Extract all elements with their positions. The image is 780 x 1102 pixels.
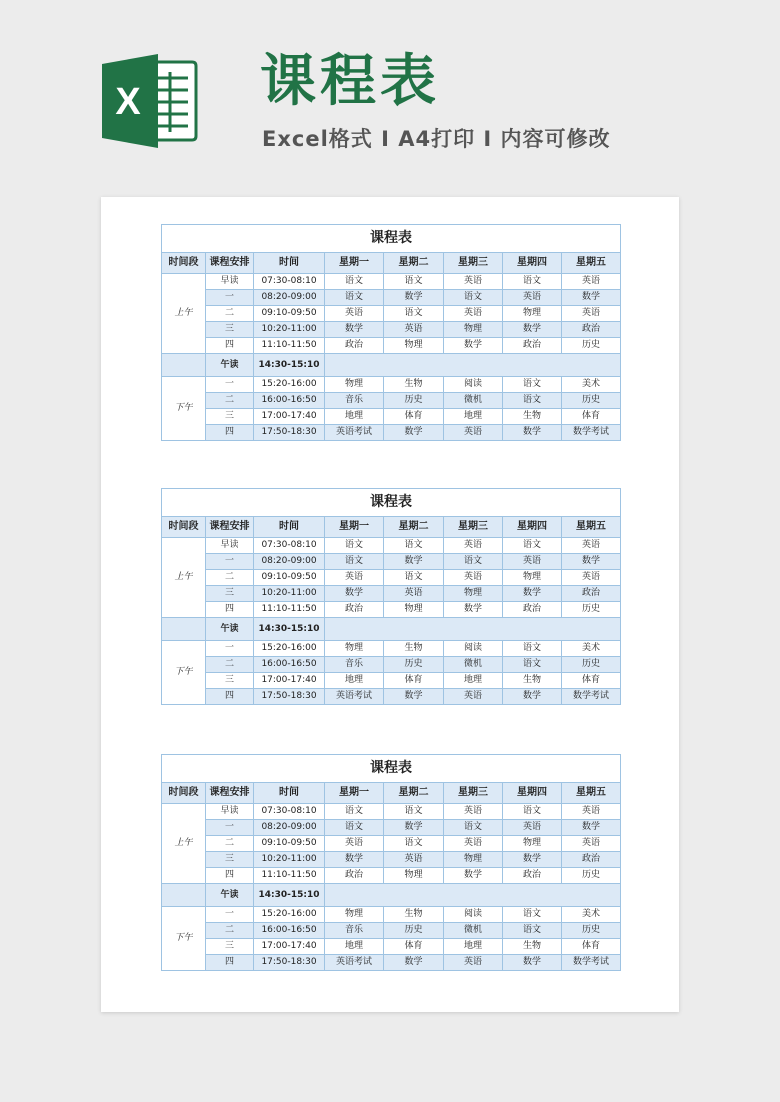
course-cell: 语文 xyxy=(503,804,562,820)
time-cell: 17:00-17:40 xyxy=(254,939,325,955)
table-row xyxy=(162,409,621,425)
course-cell: 生物 xyxy=(384,907,444,923)
slot-cell: 一 xyxy=(206,820,254,836)
course-cell: 英语 xyxy=(562,306,621,322)
timetable-2 xyxy=(161,488,621,705)
slot-cell: 早读 xyxy=(206,274,254,290)
slot-cell: 二 xyxy=(206,393,254,409)
period-label-afternoon: 下午 xyxy=(162,377,206,441)
slot-cell: 四 xyxy=(206,602,254,618)
course-cell: 物理 xyxy=(444,852,503,868)
course-cell: 政治 xyxy=(503,868,562,884)
column-header: 星期三 xyxy=(444,783,503,804)
course-cell: 语文 xyxy=(503,538,562,554)
time-cell: 08:20-09:00 xyxy=(254,820,325,836)
course-cell: 英语 xyxy=(444,836,503,852)
table-row xyxy=(162,907,621,923)
course-cell: 地理 xyxy=(444,673,503,689)
period-label-afternoon: 下午 xyxy=(162,907,206,971)
time-cell: 16:00-16:50 xyxy=(254,657,325,673)
course-cell: 语文 xyxy=(444,290,503,306)
course-cell: 历史 xyxy=(384,393,444,409)
column-header: 时间段 xyxy=(162,783,206,804)
time-cell: 11:10-11:50 xyxy=(254,602,325,618)
course-cell: 物理 xyxy=(503,570,562,586)
slot-cell: 一 xyxy=(206,907,254,923)
course-cell: 音乐 xyxy=(325,657,384,673)
course-cell: 生物 xyxy=(503,409,562,425)
course-cell: 历史 xyxy=(384,657,444,673)
time-cell: 09:10-09:50 xyxy=(254,836,325,852)
slot-cell: 二 xyxy=(206,306,254,322)
column-header: 星期一 xyxy=(325,253,384,274)
table-row xyxy=(162,868,621,884)
slot-cell: 四 xyxy=(206,425,254,441)
course-cell: 微机 xyxy=(444,657,503,673)
table-row xyxy=(162,641,621,657)
column-header: 星期五 xyxy=(562,253,621,274)
course-cell: 语文 xyxy=(503,274,562,290)
course-cell: 数学考试 xyxy=(562,425,621,441)
course-cell: 生物 xyxy=(503,673,562,689)
table-row xyxy=(162,570,621,586)
timetable-3 xyxy=(161,754,621,971)
column-header: 课程安排 xyxy=(206,517,254,538)
course-cell: 英语 xyxy=(325,836,384,852)
course-cell: 数学 xyxy=(384,290,444,306)
column-header: 星期四 xyxy=(503,517,562,538)
header-row xyxy=(162,517,621,538)
time-cell: 10:20-11:00 xyxy=(254,322,325,338)
timetable-title: 课程表 xyxy=(162,755,621,783)
table-row xyxy=(162,836,621,852)
course-cell: 数学 xyxy=(444,868,503,884)
time-cell: 16:00-16:50 xyxy=(254,923,325,939)
course-cell: 数学 xyxy=(444,602,503,618)
slot-cell: 三 xyxy=(206,409,254,425)
column-header: 星期二 xyxy=(384,783,444,804)
table-row xyxy=(162,377,621,393)
table-row xyxy=(162,290,621,306)
course-cell: 数学 xyxy=(503,425,562,441)
slot-cell: 一 xyxy=(206,641,254,657)
table-row xyxy=(162,322,621,338)
timetable-title: 课程表 xyxy=(162,489,621,517)
course-cell: 语文 xyxy=(444,820,503,836)
course-cell: 政治 xyxy=(503,338,562,354)
course-cell: 历史 xyxy=(384,923,444,939)
course-cell: 英语 xyxy=(444,955,503,971)
noon-slot: 午读 xyxy=(206,884,254,907)
course-cell: 历史 xyxy=(562,602,621,618)
noon-row xyxy=(162,354,621,377)
table-row xyxy=(162,804,621,820)
column-header: 时间段 xyxy=(162,517,206,538)
course-cell: 物理 xyxy=(503,306,562,322)
course-cell: 英语 xyxy=(444,570,503,586)
course-cell: 数学 xyxy=(384,955,444,971)
course-cell: 体育 xyxy=(562,939,621,955)
course-cell: 语文 xyxy=(503,907,562,923)
time-cell: 17:00-17:40 xyxy=(254,673,325,689)
course-cell: 数学 xyxy=(384,425,444,441)
course-cell: 英语 xyxy=(444,538,503,554)
noon-slot: 午读 xyxy=(206,618,254,641)
course-cell: 历史 xyxy=(562,657,621,673)
course-cell: 数学 xyxy=(562,290,621,306)
slot-cell: 早读 xyxy=(206,804,254,820)
course-cell: 英语 xyxy=(503,554,562,570)
course-cell: 生物 xyxy=(503,939,562,955)
noon-empty xyxy=(325,354,621,377)
noon-empty xyxy=(325,618,621,641)
course-cell: 微机 xyxy=(444,923,503,939)
slot-cell: 二 xyxy=(206,923,254,939)
course-cell: 历史 xyxy=(562,923,621,939)
column-header: 星期五 xyxy=(562,783,621,804)
course-cell: 语文 xyxy=(325,538,384,554)
noon-blank xyxy=(162,354,206,377)
column-header: 星期二 xyxy=(384,517,444,538)
noon-slot: 午读 xyxy=(206,354,254,377)
column-header: 星期一 xyxy=(325,517,384,538)
slot-cell: 二 xyxy=(206,570,254,586)
course-cell: 英语 xyxy=(444,804,503,820)
time-cell: 09:10-09:50 xyxy=(254,570,325,586)
time-cell: 11:10-11:50 xyxy=(254,338,325,354)
course-cell: 语文 xyxy=(384,306,444,322)
timetable-title: 课程表 xyxy=(162,225,621,253)
course-cell: 历史 xyxy=(562,868,621,884)
slot-cell: 一 xyxy=(206,290,254,306)
course-cell: 英语 xyxy=(444,306,503,322)
course-cell: 英语考试 xyxy=(325,689,384,705)
course-cell: 数学 xyxy=(384,820,444,836)
slot-cell: 四 xyxy=(206,868,254,884)
course-cell: 语文 xyxy=(384,274,444,290)
slot-cell: 一 xyxy=(206,377,254,393)
table-row xyxy=(162,425,621,441)
course-cell: 英语 xyxy=(503,820,562,836)
table-row xyxy=(162,338,621,354)
period-label-morning: 上午 xyxy=(162,274,206,354)
course-cell: 数学 xyxy=(503,689,562,705)
course-cell: 体育 xyxy=(562,409,621,425)
course-cell: 语文 xyxy=(325,290,384,306)
course-cell: 物理 xyxy=(384,602,444,618)
noon-empty xyxy=(325,884,621,907)
course-cell: 英语 xyxy=(444,425,503,441)
time-cell: 17:00-17:40 xyxy=(254,409,325,425)
table-row xyxy=(162,586,621,602)
course-cell: 英语 xyxy=(384,322,444,338)
header-row xyxy=(162,783,621,804)
time-cell: 07:30-08:10 xyxy=(254,804,325,820)
course-cell: 语文 xyxy=(325,820,384,836)
course-cell: 物理 xyxy=(384,338,444,354)
table-row xyxy=(162,274,621,290)
table-row xyxy=(162,538,621,554)
course-cell: 语文 xyxy=(384,538,444,554)
slot-cell: 三 xyxy=(206,939,254,955)
page-title: 课程表 xyxy=(260,49,440,114)
table-row xyxy=(162,820,621,836)
course-cell: 美术 xyxy=(562,641,621,657)
course-cell: 历史 xyxy=(562,338,621,354)
course-cell: 英语 xyxy=(562,274,621,290)
slot-cell: 早读 xyxy=(206,538,254,554)
column-header: 时间 xyxy=(254,253,325,274)
excel-logo-icon xyxy=(100,52,200,150)
noon-row xyxy=(162,618,621,641)
column-header: 星期二 xyxy=(384,253,444,274)
course-cell: 英语 xyxy=(444,274,503,290)
column-header: 星期三 xyxy=(444,253,503,274)
course-cell: 地理 xyxy=(325,673,384,689)
slot-cell: 三 xyxy=(206,852,254,868)
course-cell: 物理 xyxy=(503,836,562,852)
course-cell: 英语 xyxy=(562,570,621,586)
course-cell: 英语 xyxy=(384,586,444,602)
time-cell: 16:00-16:50 xyxy=(254,393,325,409)
course-cell: 语文 xyxy=(325,274,384,290)
time-cell: 08:20-09:00 xyxy=(254,290,325,306)
course-cell: 数学 xyxy=(325,852,384,868)
course-cell: 物理 xyxy=(325,907,384,923)
course-cell: 英语 xyxy=(325,570,384,586)
slot-cell: 四 xyxy=(206,955,254,971)
course-cell: 美术 xyxy=(562,377,621,393)
column-header: 星期五 xyxy=(562,517,621,538)
course-cell: 语文 xyxy=(444,554,503,570)
course-cell: 数学 xyxy=(562,820,621,836)
course-cell: 语文 xyxy=(384,836,444,852)
course-cell: 语文 xyxy=(503,377,562,393)
course-cell: 体育 xyxy=(562,673,621,689)
course-cell: 生物 xyxy=(384,377,444,393)
noon-blank xyxy=(162,618,206,641)
column-header: 时间 xyxy=(254,783,325,804)
time-cell: 15:20-16:00 xyxy=(254,907,325,923)
table-row xyxy=(162,393,621,409)
noon-time: 14:30-15:10 xyxy=(254,354,325,377)
course-cell: 阅读 xyxy=(444,641,503,657)
time-cell: 17:50-18:30 xyxy=(254,955,325,971)
course-cell: 数学 xyxy=(562,554,621,570)
course-cell: 数学 xyxy=(444,338,503,354)
table-row xyxy=(162,955,621,971)
timetable-1 xyxy=(161,224,621,441)
course-cell: 政治 xyxy=(325,338,384,354)
table-row xyxy=(162,554,621,570)
course-cell: 数学 xyxy=(503,955,562,971)
slot-cell: 四 xyxy=(206,689,254,705)
noon-blank xyxy=(162,884,206,907)
course-cell: 数学考试 xyxy=(562,689,621,705)
course-cell: 物理 xyxy=(444,586,503,602)
course-cell: 英语考试 xyxy=(325,955,384,971)
column-header: 星期一 xyxy=(325,783,384,804)
time-cell: 07:30-08:10 xyxy=(254,274,325,290)
noon-time: 14:30-15:10 xyxy=(254,618,325,641)
course-cell: 地理 xyxy=(444,409,503,425)
course-cell: 美术 xyxy=(562,907,621,923)
course-cell: 英语 xyxy=(562,804,621,820)
course-cell: 数学 xyxy=(503,322,562,338)
course-cell: 英语 xyxy=(562,836,621,852)
course-cell: 数学 xyxy=(325,586,384,602)
course-cell: 语文 xyxy=(325,554,384,570)
course-cell: 地理 xyxy=(444,939,503,955)
period-label-afternoon: 下午 xyxy=(162,641,206,705)
column-header: 时间段 xyxy=(162,253,206,274)
period-label-morning: 上午 xyxy=(162,538,206,618)
course-cell: 物理 xyxy=(384,868,444,884)
course-cell: 政治 xyxy=(562,322,621,338)
header-row xyxy=(162,253,621,274)
logo-letter: X xyxy=(115,81,141,123)
course-cell: 数学 xyxy=(384,554,444,570)
course-cell: 生物 xyxy=(384,641,444,657)
course-cell: 数学 xyxy=(384,689,444,705)
course-cell: 阅读 xyxy=(444,377,503,393)
course-cell: 英语 xyxy=(503,290,562,306)
table-row xyxy=(162,602,621,618)
slot-cell: 四 xyxy=(206,338,254,354)
course-cell: 英语 xyxy=(444,689,503,705)
course-cell: 英语 xyxy=(325,306,384,322)
course-cell: 体育 xyxy=(384,673,444,689)
course-cell: 政治 xyxy=(325,602,384,618)
time-cell: 10:20-11:00 xyxy=(254,586,325,602)
time-cell: 11:10-11:50 xyxy=(254,868,325,884)
slot-cell: 二 xyxy=(206,836,254,852)
table-row xyxy=(162,689,621,705)
column-header: 星期四 xyxy=(503,783,562,804)
column-header: 时间 xyxy=(254,517,325,538)
time-cell: 15:20-16:00 xyxy=(254,641,325,657)
course-cell: 数学 xyxy=(325,322,384,338)
table-row xyxy=(162,923,621,939)
course-cell: 政治 xyxy=(325,868,384,884)
course-cell: 物理 xyxy=(325,641,384,657)
time-cell: 10:20-11:00 xyxy=(254,852,325,868)
table-row xyxy=(162,852,621,868)
course-cell: 语文 xyxy=(503,657,562,673)
course-cell: 政治 xyxy=(503,602,562,618)
time-cell: 08:20-09:00 xyxy=(254,554,325,570)
noon-time: 14:30-15:10 xyxy=(254,884,325,907)
table-row xyxy=(162,306,621,322)
course-cell: 音乐 xyxy=(325,923,384,939)
table-row xyxy=(162,939,621,955)
column-header: 星期三 xyxy=(444,517,503,538)
course-cell: 地理 xyxy=(325,939,384,955)
column-header: 星期四 xyxy=(503,253,562,274)
course-cell: 语文 xyxy=(384,570,444,586)
course-cell: 英语考试 xyxy=(325,425,384,441)
course-cell: 英语 xyxy=(384,852,444,868)
course-cell: 语文 xyxy=(384,804,444,820)
slot-cell: 三 xyxy=(206,673,254,689)
course-cell: 语文 xyxy=(325,804,384,820)
course-cell: 语文 xyxy=(503,393,562,409)
course-cell: 数学 xyxy=(503,586,562,602)
noon-row xyxy=(162,884,621,907)
column-header: 课程安排 xyxy=(206,783,254,804)
course-cell: 语文 xyxy=(503,923,562,939)
slot-cell: 一 xyxy=(206,554,254,570)
course-cell: 语文 xyxy=(503,641,562,657)
time-cell: 17:50-18:30 xyxy=(254,425,325,441)
time-cell: 09:10-09:50 xyxy=(254,306,325,322)
slot-cell: 二 xyxy=(206,657,254,673)
course-cell: 数学考试 xyxy=(562,955,621,971)
course-cell: 英语 xyxy=(562,538,621,554)
slot-cell: 三 xyxy=(206,322,254,338)
time-cell: 15:20-16:00 xyxy=(254,377,325,393)
table-row xyxy=(162,657,621,673)
slot-cell: 三 xyxy=(206,586,254,602)
course-cell: 音乐 xyxy=(325,393,384,409)
period-label-morning: 上午 xyxy=(162,804,206,884)
time-cell: 17:50-18:30 xyxy=(254,689,325,705)
course-cell: 体育 xyxy=(384,409,444,425)
course-cell: 数学 xyxy=(503,852,562,868)
course-cell: 微机 xyxy=(444,393,503,409)
course-cell: 阅读 xyxy=(444,907,503,923)
course-cell: 体育 xyxy=(384,939,444,955)
column-header: 课程安排 xyxy=(206,253,254,274)
page-subtitle: Excel格式 I A4打印 I 内容可修改 xyxy=(262,127,611,151)
course-cell: 物理 xyxy=(325,377,384,393)
table-row xyxy=(162,673,621,689)
course-cell: 政治 xyxy=(562,586,621,602)
page-header xyxy=(0,0,780,190)
course-cell: 地理 xyxy=(325,409,384,425)
time-cell: 07:30-08:10 xyxy=(254,538,325,554)
course-cell: 政治 xyxy=(562,852,621,868)
course-cell: 物理 xyxy=(444,322,503,338)
course-cell: 历史 xyxy=(562,393,621,409)
